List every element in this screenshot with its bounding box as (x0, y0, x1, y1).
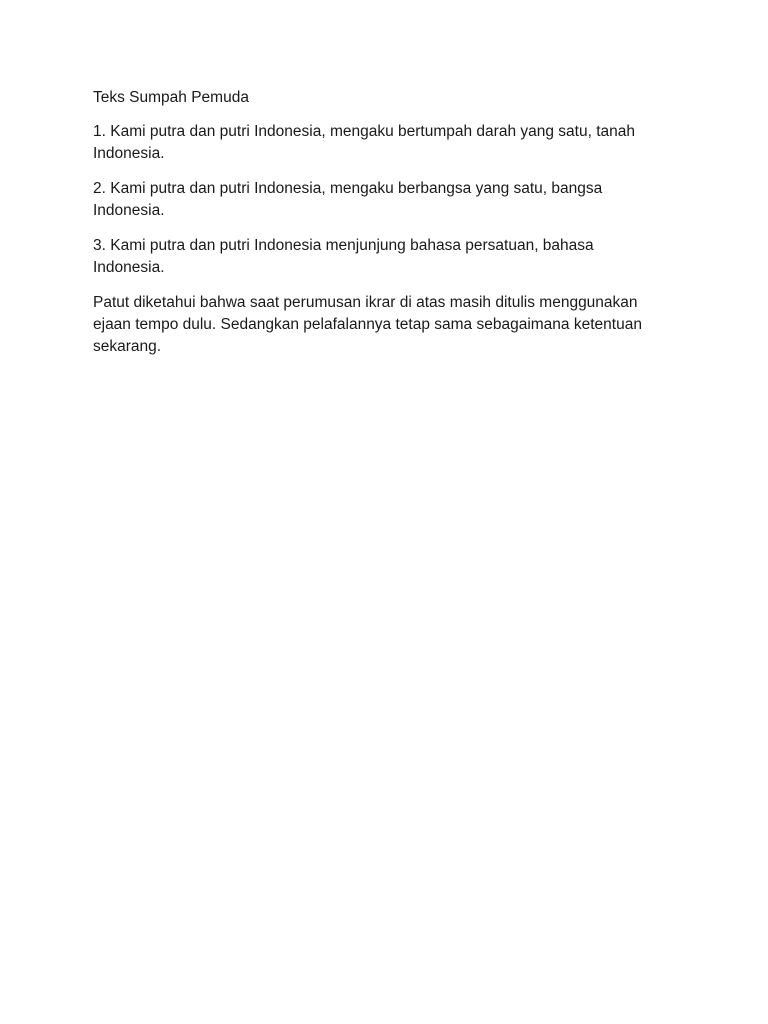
note-paragraph: Patut diketahui bahwa saat perumusan ikrar di atas masih ditulis menggunakan ejaan tempo dulu. Sedangkan pelafalannya tetap sama sebagaimana ketentuan sekarang. (93, 294, 642, 355)
document-title: Teks Sumpah Pemuda (93, 89, 249, 106)
oath-item-3: 3. Kami putra dan putri Indonesia menjunjung bahasa persatuan, bahasa Indonesia. (93, 237, 594, 276)
document-body (93, 87, 653, 371)
oath-item-1: 1. Kami putra dan putri Indonesia, mengaku bertumpah darah yang satu, tanah Indonesia. (93, 123, 635, 162)
oath-item-2: 2. Kami putra dan putri Indonesia, mengaku berbangsa yang satu, bangsa Indonesia. (93, 180, 603, 219)
